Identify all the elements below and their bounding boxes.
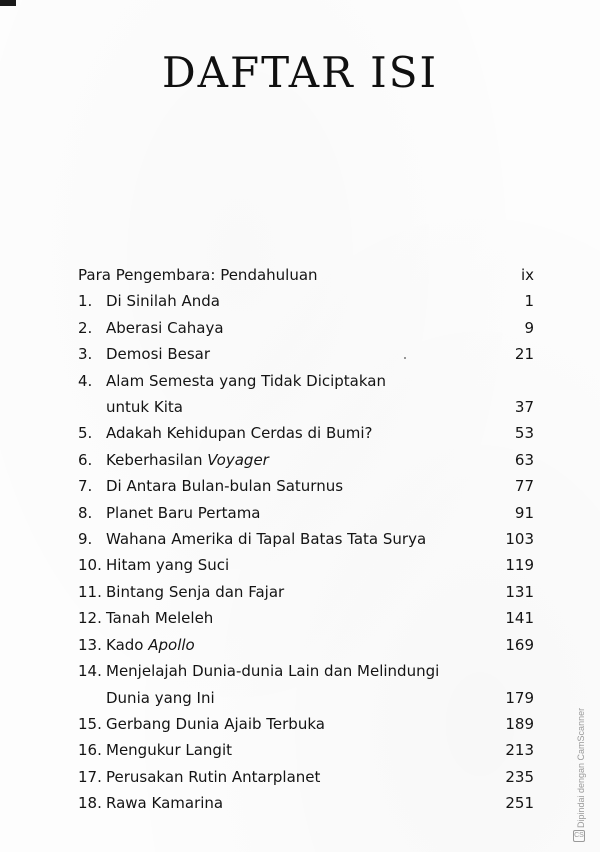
toc-entry-6 [78, 447, 534, 473]
toc-entry-title: Planet Baru Pertama [106, 503, 261, 522]
toc-entry-number: 12. [78, 609, 102, 628]
toc-entry-number: 16. [78, 741, 102, 760]
toc-entry-2 [78, 315, 534, 341]
toc-entry-page: 131 [505, 582, 534, 601]
toc-entry-14 [78, 658, 534, 711]
toc-entry-title: Aberasi Cahaya [106, 318, 224, 337]
toc-entry-4 [78, 368, 534, 421]
toc-entry-number: 2. [78, 318, 93, 337]
toc-entry-page: 1 [524, 292, 534, 311]
toc-entry-page: 169 [505, 635, 534, 654]
toc-entry-title: Adakah Kehidupan Cerdas di Bumi? [106, 424, 373, 443]
toc-entry-number: 15. [78, 714, 102, 733]
toc-entry-title-prefix: Kado [106, 635, 149, 654]
toc-entry-number: 18. [78, 794, 102, 813]
toc-entry-title: Rawa Kamarina [106, 794, 224, 813]
toc-entry-title-line1: Menjelajah Dunia-dunia Lain dan Melindungi [106, 662, 440, 681]
toc-entry-page: 119 [505, 556, 534, 575]
toc-entry-title: Di Antara Bulan-bulan Saturnus [106, 477, 344, 496]
toc-entry-title-line2: untuk Kita [106, 398, 183, 417]
toc-entry-number: 6. [78, 450, 93, 469]
toc-entry-12 [78, 605, 534, 631]
table-of-contents [78, 262, 534, 817]
camscanner-watermark-text: Dipindai dengan CamScanner [576, 707, 586, 828]
camscanner-watermark [572, 702, 586, 842]
toc-intro-label: Para Pengembara: Pendahuluan [78, 266, 318, 284]
toc-entry-number: 14. [78, 662, 102, 681]
toc-entry-page: 189 [505, 714, 534, 733]
toc-entry-number: 5. [78, 424, 93, 443]
toc-entry-page: 21 [514, 345, 534, 364]
toc-entry-18 [78, 790, 534, 816]
toc-entry-15 [78, 711, 534, 737]
toc-entry-title: Perusakan Rutin Antarplanet [106, 767, 321, 786]
toc-entry-title-italic: Voyager [207, 450, 269, 469]
toc-entry-number: 8. [78, 503, 93, 522]
toc-entry-page: 91 [514, 503, 534, 522]
toc-entry-title: Wahana Amerika di Tapal Batas Tata Surya [106, 530, 427, 549]
toc-entry-title: Di Sinilah Anda [106, 292, 220, 311]
toc-entry-13 [78, 632, 534, 658]
toc-entry-8 [78, 500, 534, 526]
toc-entry-title: Hitam yang Suci [106, 556, 230, 575]
toc-entry-page: 53 [514, 424, 534, 443]
toc-intro-page: ix [520, 266, 534, 284]
toc-entry-number: 11. [78, 582, 102, 601]
toc-entry-1 [78, 288, 534, 314]
toc-entry-page: 213 [505, 741, 534, 760]
toc-entry-10 [78, 552, 534, 578]
toc-entry-page: 103 [505, 530, 534, 549]
page-title: DAFTAR ISI [161, 48, 439, 97]
toc-entry-title: Tanah Meleleh [106, 609, 214, 628]
toc-entry-number: 13. [78, 635, 102, 654]
toc-entry-number: 1. [78, 292, 93, 311]
toc-entry-page: 37 [514, 398, 534, 417]
toc-entry-title: Bintang Senja dan Fajar [106, 582, 285, 601]
toc-entry-title-line2: Dunia yang Ini [106, 688, 215, 707]
toc-entry-title: Mengukur Langit [106, 741, 232, 760]
camscanner-logo-icon: CS [573, 830, 585, 842]
toc-entry-17 [78, 764, 534, 790]
toc-entry-number: 3. [78, 345, 93, 364]
toc-entry-3 [78, 341, 534, 367]
toc-entry-page: 77 [514, 477, 534, 496]
toc-entry-title: Demosi Besar [106, 345, 211, 364]
toc-entry-number: 7. [78, 477, 93, 496]
toc-entry-page: 9 [524, 318, 534, 337]
toc-entry-11 [78, 579, 534, 605]
toc-entry-number: 10. [78, 556, 102, 575]
toc-entry-title-prefix: Keberhasilan [106, 450, 208, 469]
toc-entry-title: Gerbang Dunia Ajaib Terbuka [106, 714, 325, 733]
toc-entry-9 [78, 526, 534, 552]
toc-entry-page: 251 [505, 794, 534, 813]
toc-entry-title-italic: Apollo [148, 635, 195, 654]
toc-entry-title [106, 632, 195, 658]
toc-entry-page: 141 [505, 609, 534, 628]
toc-entry-5 [78, 420, 534, 446]
toc-entry-number: 9. [78, 530, 93, 549]
toc-entry-page: 179 [505, 688, 534, 707]
page-corner-mark [0, 0, 16, 6]
toc-entry-number: 4. [78, 371, 93, 390]
toc-entry-16 [78, 737, 534, 763]
toc-entry-title [106, 447, 269, 473]
toc-entry-title-line1: Alam Semesta yang Tidak Diciptakan [106, 371, 386, 390]
toc-intro [78, 262, 534, 288]
toc-entry-page: 235 [505, 767, 534, 786]
toc-entry-page: 63 [514, 450, 534, 469]
toc-entry-number: 17. [78, 767, 102, 786]
toc-entry-7 [78, 473, 534, 499]
